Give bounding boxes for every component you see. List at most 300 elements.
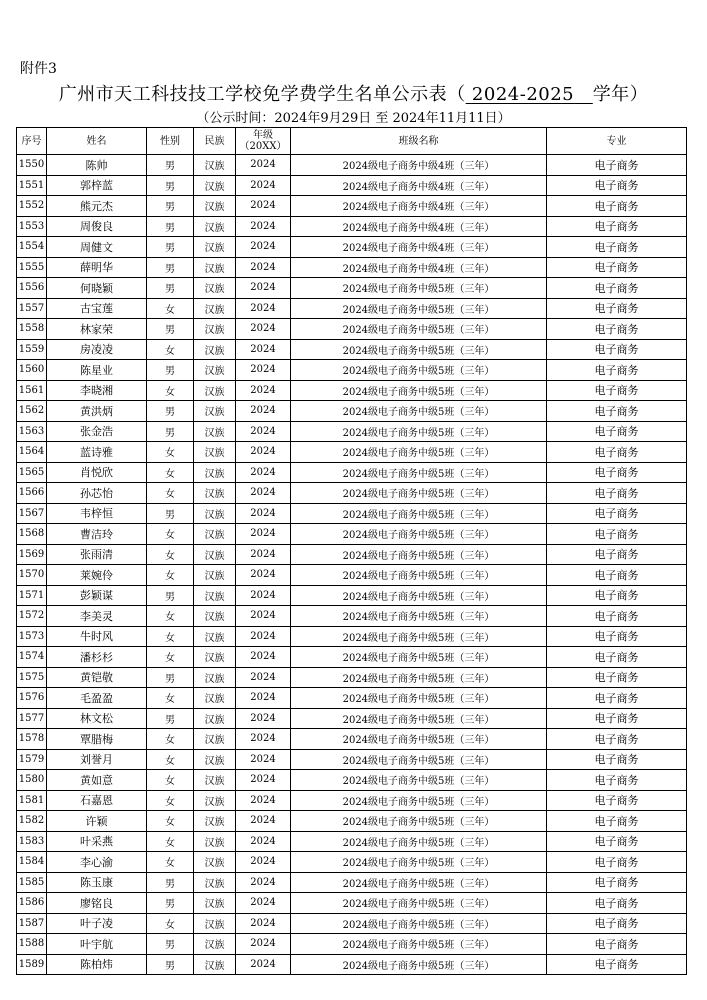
cell-ethnicity: 汉族 [194, 872, 236, 893]
cell-index: 1571 [17, 585, 47, 606]
cell-index: 1562 [17, 401, 47, 422]
cell-gender: 男 [147, 360, 194, 381]
cell-gender: 男 [147, 585, 194, 606]
cell-gender: 男 [147, 278, 194, 299]
table-row [17, 872, 687, 893]
cell-ethnicity: 汉族 [194, 606, 236, 627]
table-row [17, 893, 687, 914]
cell-class: 2024级电子商务中级4班（三年） [291, 257, 547, 278]
cell-grade: 2024 [236, 831, 291, 852]
table-row [17, 729, 687, 750]
cell-index: 1554 [17, 237, 47, 258]
cell-grade: 2024 [236, 298, 291, 319]
cell-ethnicity: 汉族 [194, 729, 236, 750]
cell-index: 1561 [17, 380, 47, 401]
cell-class: 2024级电子商务中级5班（三年） [291, 688, 547, 709]
cell-index: 1587 [17, 913, 47, 934]
cell-ethnicity: 汉族 [194, 954, 236, 975]
cell-name: 叶子凌 [47, 913, 147, 934]
table-row [17, 524, 687, 545]
cell-grade: 2024 [236, 626, 291, 647]
cell-name: 何晓颖 [47, 278, 147, 299]
cell-grade: 2024 [236, 790, 291, 811]
cell-major: 电子商务 [547, 729, 687, 750]
cell-major: 电子商务 [547, 585, 687, 606]
cell-index: 1572 [17, 606, 47, 627]
cell-major: 电子商务 [547, 503, 687, 524]
cell-grade: 2024 [236, 175, 291, 196]
cell-name: 古宝莲 [47, 298, 147, 319]
cell-name: 廖铭良 [47, 893, 147, 914]
header-major: 专业 [547, 128, 687, 155]
cell-grade: 2024 [236, 606, 291, 627]
table-row [17, 831, 687, 852]
cell-major: 电子商务 [547, 913, 687, 934]
cell-class: 2024级电子商务中级5班（三年） [291, 380, 547, 401]
table-row [17, 257, 687, 278]
cell-ethnicity: 汉族 [194, 565, 236, 586]
cell-major: 电子商务 [547, 872, 687, 893]
cell-class: 2024级电子商务中级5班（三年） [291, 442, 547, 463]
cell-name: 周俊良 [47, 216, 147, 237]
cell-ethnicity: 汉族 [194, 319, 236, 340]
cell-gender: 女 [147, 339, 194, 360]
cell-grade: 2024 [236, 544, 291, 565]
cell-class: 2024级电子商务中级5班（三年） [291, 544, 547, 565]
cell-index: 1558 [17, 319, 47, 340]
cell-ethnicity: 汉族 [194, 626, 236, 647]
cell-ethnicity: 汉族 [194, 155, 236, 176]
cell-index: 1588 [17, 934, 47, 955]
cell-gender: 男 [147, 421, 194, 442]
cell-major: 电子商务 [547, 831, 687, 852]
cell-ethnicity: 汉族 [194, 175, 236, 196]
cell-class: 2024级电子商务中级5班（三年） [291, 606, 547, 627]
cell-grade: 2024 [236, 647, 291, 668]
cell-major: 电子商务 [547, 626, 687, 647]
cell-major: 电子商务 [547, 380, 687, 401]
cell-major: 电子商务 [547, 278, 687, 299]
cell-ethnicity: 汉族 [194, 483, 236, 504]
cell-gender: 女 [147, 852, 194, 873]
cell-class: 2024级电子商务中级5班（三年） [291, 811, 547, 832]
cell-ethnicity: 汉族 [194, 339, 236, 360]
cell-ethnicity: 汉族 [194, 196, 236, 217]
cell-ethnicity: 汉族 [194, 503, 236, 524]
table-row [17, 811, 687, 832]
cell-grade: 2024 [236, 708, 291, 729]
cell-index: 1583 [17, 831, 47, 852]
cell-class: 2024级电子商务中级5班（三年） [291, 749, 547, 770]
cell-gender: 女 [147, 483, 194, 504]
table-row [17, 565, 687, 586]
cell-major: 电子商务 [547, 339, 687, 360]
table-row [17, 298, 687, 319]
cell-index: 1573 [17, 626, 47, 647]
cell-major: 电子商务 [547, 257, 687, 278]
cell-gender: 女 [147, 544, 194, 565]
cell-ethnicity: 汉族 [194, 237, 236, 258]
cell-name: 郭梓蓝 [47, 175, 147, 196]
cell-gender: 女 [147, 811, 194, 832]
table-row [17, 339, 687, 360]
cell-gender: 男 [147, 401, 194, 422]
cell-major: 电子商务 [547, 360, 687, 381]
cell-major: 电子商务 [547, 749, 687, 770]
cell-major: 电子商务 [547, 319, 687, 340]
cell-index: 1578 [17, 729, 47, 750]
cell-grade: 2024 [236, 913, 291, 934]
cell-ethnicity: 汉族 [194, 811, 236, 832]
cell-index: 1584 [17, 852, 47, 873]
cell-gender: 男 [147, 667, 194, 688]
cell-grade: 2024 [236, 278, 291, 299]
cell-gender: 女 [147, 913, 194, 934]
table-row [17, 544, 687, 565]
cell-index: 1566 [17, 483, 47, 504]
cell-major: 电子商务 [547, 688, 687, 709]
cell-ethnicity: 汉族 [194, 852, 236, 873]
header-grade: 年级 （20XX） [236, 128, 291, 155]
cell-major: 电子商务 [547, 893, 687, 914]
cell-index: 1560 [17, 360, 47, 381]
cell-grade: 2024 [236, 216, 291, 237]
cell-gender: 女 [147, 606, 194, 627]
header-index: 序号 [17, 128, 47, 155]
cell-index: 1575 [17, 667, 47, 688]
table-row [17, 585, 687, 606]
cell-gender: 女 [147, 790, 194, 811]
cell-name: 黄如意 [47, 770, 147, 791]
cell-ethnicity: 汉族 [194, 647, 236, 668]
cell-class: 2024级电子商务中级5班（三年） [291, 565, 547, 586]
cell-name: 陈帅 [47, 155, 147, 176]
cell-major: 电子商务 [547, 565, 687, 586]
cell-index: 1580 [17, 770, 47, 791]
cell-index: 1563 [17, 421, 47, 442]
cell-gender: 男 [147, 175, 194, 196]
cell-major: 电子商务 [547, 462, 687, 483]
cell-class: 2024级电子商务中级5班（三年） [291, 278, 547, 299]
cell-ethnicity: 汉族 [194, 934, 236, 955]
cell-ethnicity: 汉族 [194, 831, 236, 852]
cell-index: 1550 [17, 155, 47, 176]
cell-class: 2024级电子商务中级5班（三年） [291, 667, 547, 688]
cell-gender: 女 [147, 442, 194, 463]
cell-grade: 2024 [236, 565, 291, 586]
cell-grade: 2024 [236, 524, 291, 545]
table-row [17, 688, 687, 709]
cell-name: 林文松 [47, 708, 147, 729]
cell-gender: 女 [147, 565, 194, 586]
cell-ethnicity: 汉族 [194, 544, 236, 565]
cell-class: 2024级电子商务中级5班（三年） [291, 729, 547, 750]
cell-index: 1559 [17, 339, 47, 360]
cell-class: 2024级电子商务中级5班（三年） [291, 339, 547, 360]
table-row [17, 503, 687, 524]
table-row [17, 360, 687, 381]
table-row [17, 380, 687, 401]
cell-name: 叶采燕 [47, 831, 147, 852]
cell-ethnicity: 汉族 [194, 913, 236, 934]
cell-gender: 女 [147, 298, 194, 319]
cell-index: 1576 [17, 688, 47, 709]
cell-name: 周健文 [47, 237, 147, 258]
cell-gender: 男 [147, 216, 194, 237]
cell-ethnicity: 汉族 [194, 421, 236, 442]
cell-major: 电子商务 [547, 954, 687, 975]
cell-index: 1553 [17, 216, 47, 237]
cell-class: 2024级电子商务中级5班（三年） [291, 626, 547, 647]
cell-major: 电子商务 [547, 790, 687, 811]
cell-major: 电子商务 [547, 934, 687, 955]
cell-ethnicity: 汉族 [194, 524, 236, 545]
cell-grade: 2024 [236, 729, 291, 750]
cell-gender: 女 [147, 749, 194, 770]
cell-grade: 2024 [236, 155, 291, 176]
cell-name: 韦梓恒 [47, 503, 147, 524]
cell-gender: 男 [147, 893, 194, 914]
cell-class: 2024级电子商务中级5班（三年） [291, 319, 547, 340]
cell-index: 1569 [17, 544, 47, 565]
table-row [17, 442, 687, 463]
table-row [17, 934, 687, 955]
cell-gender: 男 [147, 257, 194, 278]
cell-name: 刘誉月 [47, 749, 147, 770]
cell-index: 1586 [17, 893, 47, 914]
table-row [17, 483, 687, 504]
cell-name: 叶宇航 [47, 934, 147, 955]
cell-name: 李心渝 [47, 852, 147, 873]
cell-ethnicity: 汉族 [194, 749, 236, 770]
cell-gender: 女 [147, 770, 194, 791]
cell-major: 电子商务 [547, 647, 687, 668]
cell-major: 电子商务 [547, 196, 687, 217]
cell-ethnicity: 汉族 [194, 216, 236, 237]
table-row [17, 319, 687, 340]
cell-grade: 2024 [236, 401, 291, 422]
cell-ethnicity: 汉族 [194, 278, 236, 299]
cell-gender: 女 [147, 647, 194, 668]
cell-class: 2024级电子商务中级5班（三年） [291, 913, 547, 934]
cell-ethnicity: 汉族 [194, 585, 236, 606]
table-row [17, 237, 687, 258]
cell-class: 2024级电子商务中级5班（三年） [291, 893, 547, 914]
table-row [17, 216, 687, 237]
cell-index: 1585 [17, 872, 47, 893]
cell-index: 1570 [17, 565, 47, 586]
table-row [17, 913, 687, 934]
cell-major: 电子商务 [547, 216, 687, 237]
cell-name: 覃腊梅 [47, 729, 147, 750]
cell-major: 电子商务 [547, 770, 687, 791]
cell-major: 电子商务 [547, 421, 687, 442]
cell-grade: 2024 [236, 442, 291, 463]
cell-major: 电子商务 [547, 606, 687, 627]
table-row [17, 954, 687, 975]
table-row [17, 462, 687, 483]
cell-index: 1551 [17, 175, 47, 196]
cell-grade: 2024 [236, 667, 291, 688]
table-row [17, 175, 687, 196]
cell-class: 2024级电子商务中级5班（三年） [291, 954, 547, 975]
table-row [17, 155, 687, 176]
cell-name: 彭颖谋 [47, 585, 147, 606]
cell-name: 李晓湘 [47, 380, 147, 401]
cell-gender: 女 [147, 831, 194, 852]
cell-major: 电子商务 [547, 708, 687, 729]
cell-class: 2024级电子商务中级5班（三年） [291, 790, 547, 811]
cell-grade: 2024 [236, 462, 291, 483]
cell-grade: 2024 [236, 257, 291, 278]
cell-major: 电子商务 [547, 155, 687, 176]
cell-ethnicity: 汉族 [194, 667, 236, 688]
header-gender: 性别 [147, 128, 194, 155]
cell-name: 李美灵 [47, 606, 147, 627]
cell-grade: 2024 [236, 237, 291, 258]
cell-ethnicity: 汉族 [194, 442, 236, 463]
cell-gender: 女 [147, 462, 194, 483]
table-row [17, 626, 687, 647]
cell-major: 电子商务 [547, 442, 687, 463]
cell-class: 2024级电子商务中级5班（三年） [291, 401, 547, 422]
cell-class: 2024级电子商务中级5班（三年） [291, 421, 547, 442]
cell-name: 黄洪炳 [47, 401, 147, 422]
cell-gender: 女 [147, 729, 194, 750]
cell-gender: 男 [147, 319, 194, 340]
cell-class: 2024级电子商务中级5班（三年） [291, 298, 547, 319]
cell-major: 电子商务 [547, 544, 687, 565]
cell-name: 张雨清 [47, 544, 147, 565]
cell-major: 电子商务 [547, 852, 687, 873]
cell-grade: 2024 [236, 380, 291, 401]
cell-grade: 2024 [236, 585, 291, 606]
cell-class: 2024级电子商务中级5班（三年） [291, 647, 547, 668]
cell-ethnicity: 汉族 [194, 298, 236, 319]
cell-grade: 2024 [236, 483, 291, 504]
cell-ethnicity: 汉族 [194, 462, 236, 483]
cell-index: 1556 [17, 278, 47, 299]
cell-index: 1565 [17, 462, 47, 483]
cell-index: 1564 [17, 442, 47, 463]
cell-name: 薛明华 [47, 257, 147, 278]
cell-gender: 男 [147, 934, 194, 955]
cell-ethnicity: 汉族 [194, 257, 236, 278]
table-row [17, 852, 687, 873]
cell-ethnicity: 汉族 [194, 360, 236, 381]
cell-index: 1574 [17, 647, 47, 668]
table-header-row [17, 128, 687, 155]
cell-name: 熊元杰 [47, 196, 147, 217]
cell-grade: 2024 [236, 503, 291, 524]
title-prefix: 广州市天工科技技工学校免学费学生名单公示表（ [58, 84, 466, 105]
cell-grade: 2024 [236, 339, 291, 360]
cell-gender: 男 [147, 708, 194, 729]
cell-gender: 女 [147, 380, 194, 401]
table-row [17, 606, 687, 627]
cell-gender: 女 [147, 626, 194, 647]
cell-gender: 男 [147, 503, 194, 524]
page-title [0, 80, 707, 106]
cell-index: 1555 [17, 257, 47, 278]
table-row [17, 708, 687, 729]
cell-major: 电子商务 [547, 667, 687, 688]
cell-grade: 2024 [236, 319, 291, 340]
cell-class: 2024级电子商务中级4班（三年） [291, 237, 547, 258]
table-row [17, 196, 687, 217]
cell-major: 电子商务 [547, 237, 687, 258]
cell-name: 陈星业 [47, 360, 147, 381]
cell-name: 莱婉伶 [47, 565, 147, 586]
header-ethnicity: 民族 [194, 128, 236, 155]
cell-class: 2024级电子商务中级5班（三年） [291, 831, 547, 852]
cell-name: 陈玉康 [47, 872, 147, 893]
attachment-label: 附件3 [20, 61, 57, 77]
cell-name: 房凌凌 [47, 339, 147, 360]
cell-gender: 男 [147, 196, 194, 217]
cell-name: 黄铠敬 [47, 667, 147, 688]
cell-index: 1552 [17, 196, 47, 217]
cell-class: 2024级电子商务中级5班（三年） [291, 852, 547, 873]
cell-class: 2024级电子商务中级5班（三年） [291, 708, 547, 729]
cell-grade: 2024 [236, 954, 291, 975]
cell-name: 孙芯怡 [47, 483, 147, 504]
cell-index: 1589 [17, 954, 47, 975]
title-year: 2024-2025 [471, 84, 575, 105]
cell-gender: 女 [147, 524, 194, 545]
cell-grade: 2024 [236, 421, 291, 442]
cell-name: 张金浩 [47, 421, 147, 442]
cell-class: 2024级电子商务中级5班（三年） [291, 872, 547, 893]
cell-name: 肖悦欣 [47, 462, 147, 483]
table-row [17, 647, 687, 668]
cell-name: 牛时风 [47, 626, 147, 647]
cell-class: 2024级电子商务中级5班（三年） [291, 770, 547, 791]
table-row [17, 790, 687, 811]
cell-class: 2024级电子商务中级5班（三年） [291, 585, 547, 606]
cell-major: 电子商务 [547, 811, 687, 832]
cell-class: 2024级电子商务中级5班（三年） [291, 483, 547, 504]
cell-gender: 女 [147, 688, 194, 709]
cell-gender: 男 [147, 872, 194, 893]
cell-index: 1579 [17, 749, 47, 770]
cell-class: 2024级电子商务中级5班（三年） [291, 524, 547, 545]
cell-ethnicity: 汉族 [194, 401, 236, 422]
cell-ethnicity: 汉族 [194, 770, 236, 791]
cell-ethnicity: 汉族 [194, 790, 236, 811]
student-table [16, 127, 687, 975]
table-row [17, 749, 687, 770]
cell-grade: 2024 [236, 852, 291, 873]
cell-gender: 男 [147, 155, 194, 176]
cell-grade: 2024 [236, 770, 291, 791]
cell-class: 2024级电子商务中级4班（三年） [291, 155, 547, 176]
cell-class: 2024级电子商务中级5班（三年） [291, 503, 547, 524]
cell-major: 电子商务 [547, 298, 687, 319]
publication-period: （公示时间：2024年9月29日 至 2024年11月11日） [196, 111, 511, 126]
cell-index: 1581 [17, 790, 47, 811]
cell-name: 曹洁玲 [47, 524, 147, 545]
table-row [17, 770, 687, 791]
cell-major: 电子商务 [547, 401, 687, 422]
cell-grade: 2024 [236, 811, 291, 832]
cell-grade: 2024 [236, 893, 291, 914]
cell-class: 2024级电子商务中级4班（三年） [291, 175, 547, 196]
table-row [17, 667, 687, 688]
cell-class: 2024级电子商务中级4班（三年） [291, 216, 547, 237]
cell-class: 2024级电子商务中级5班（三年） [291, 360, 547, 381]
cell-name: 林家荣 [47, 319, 147, 340]
